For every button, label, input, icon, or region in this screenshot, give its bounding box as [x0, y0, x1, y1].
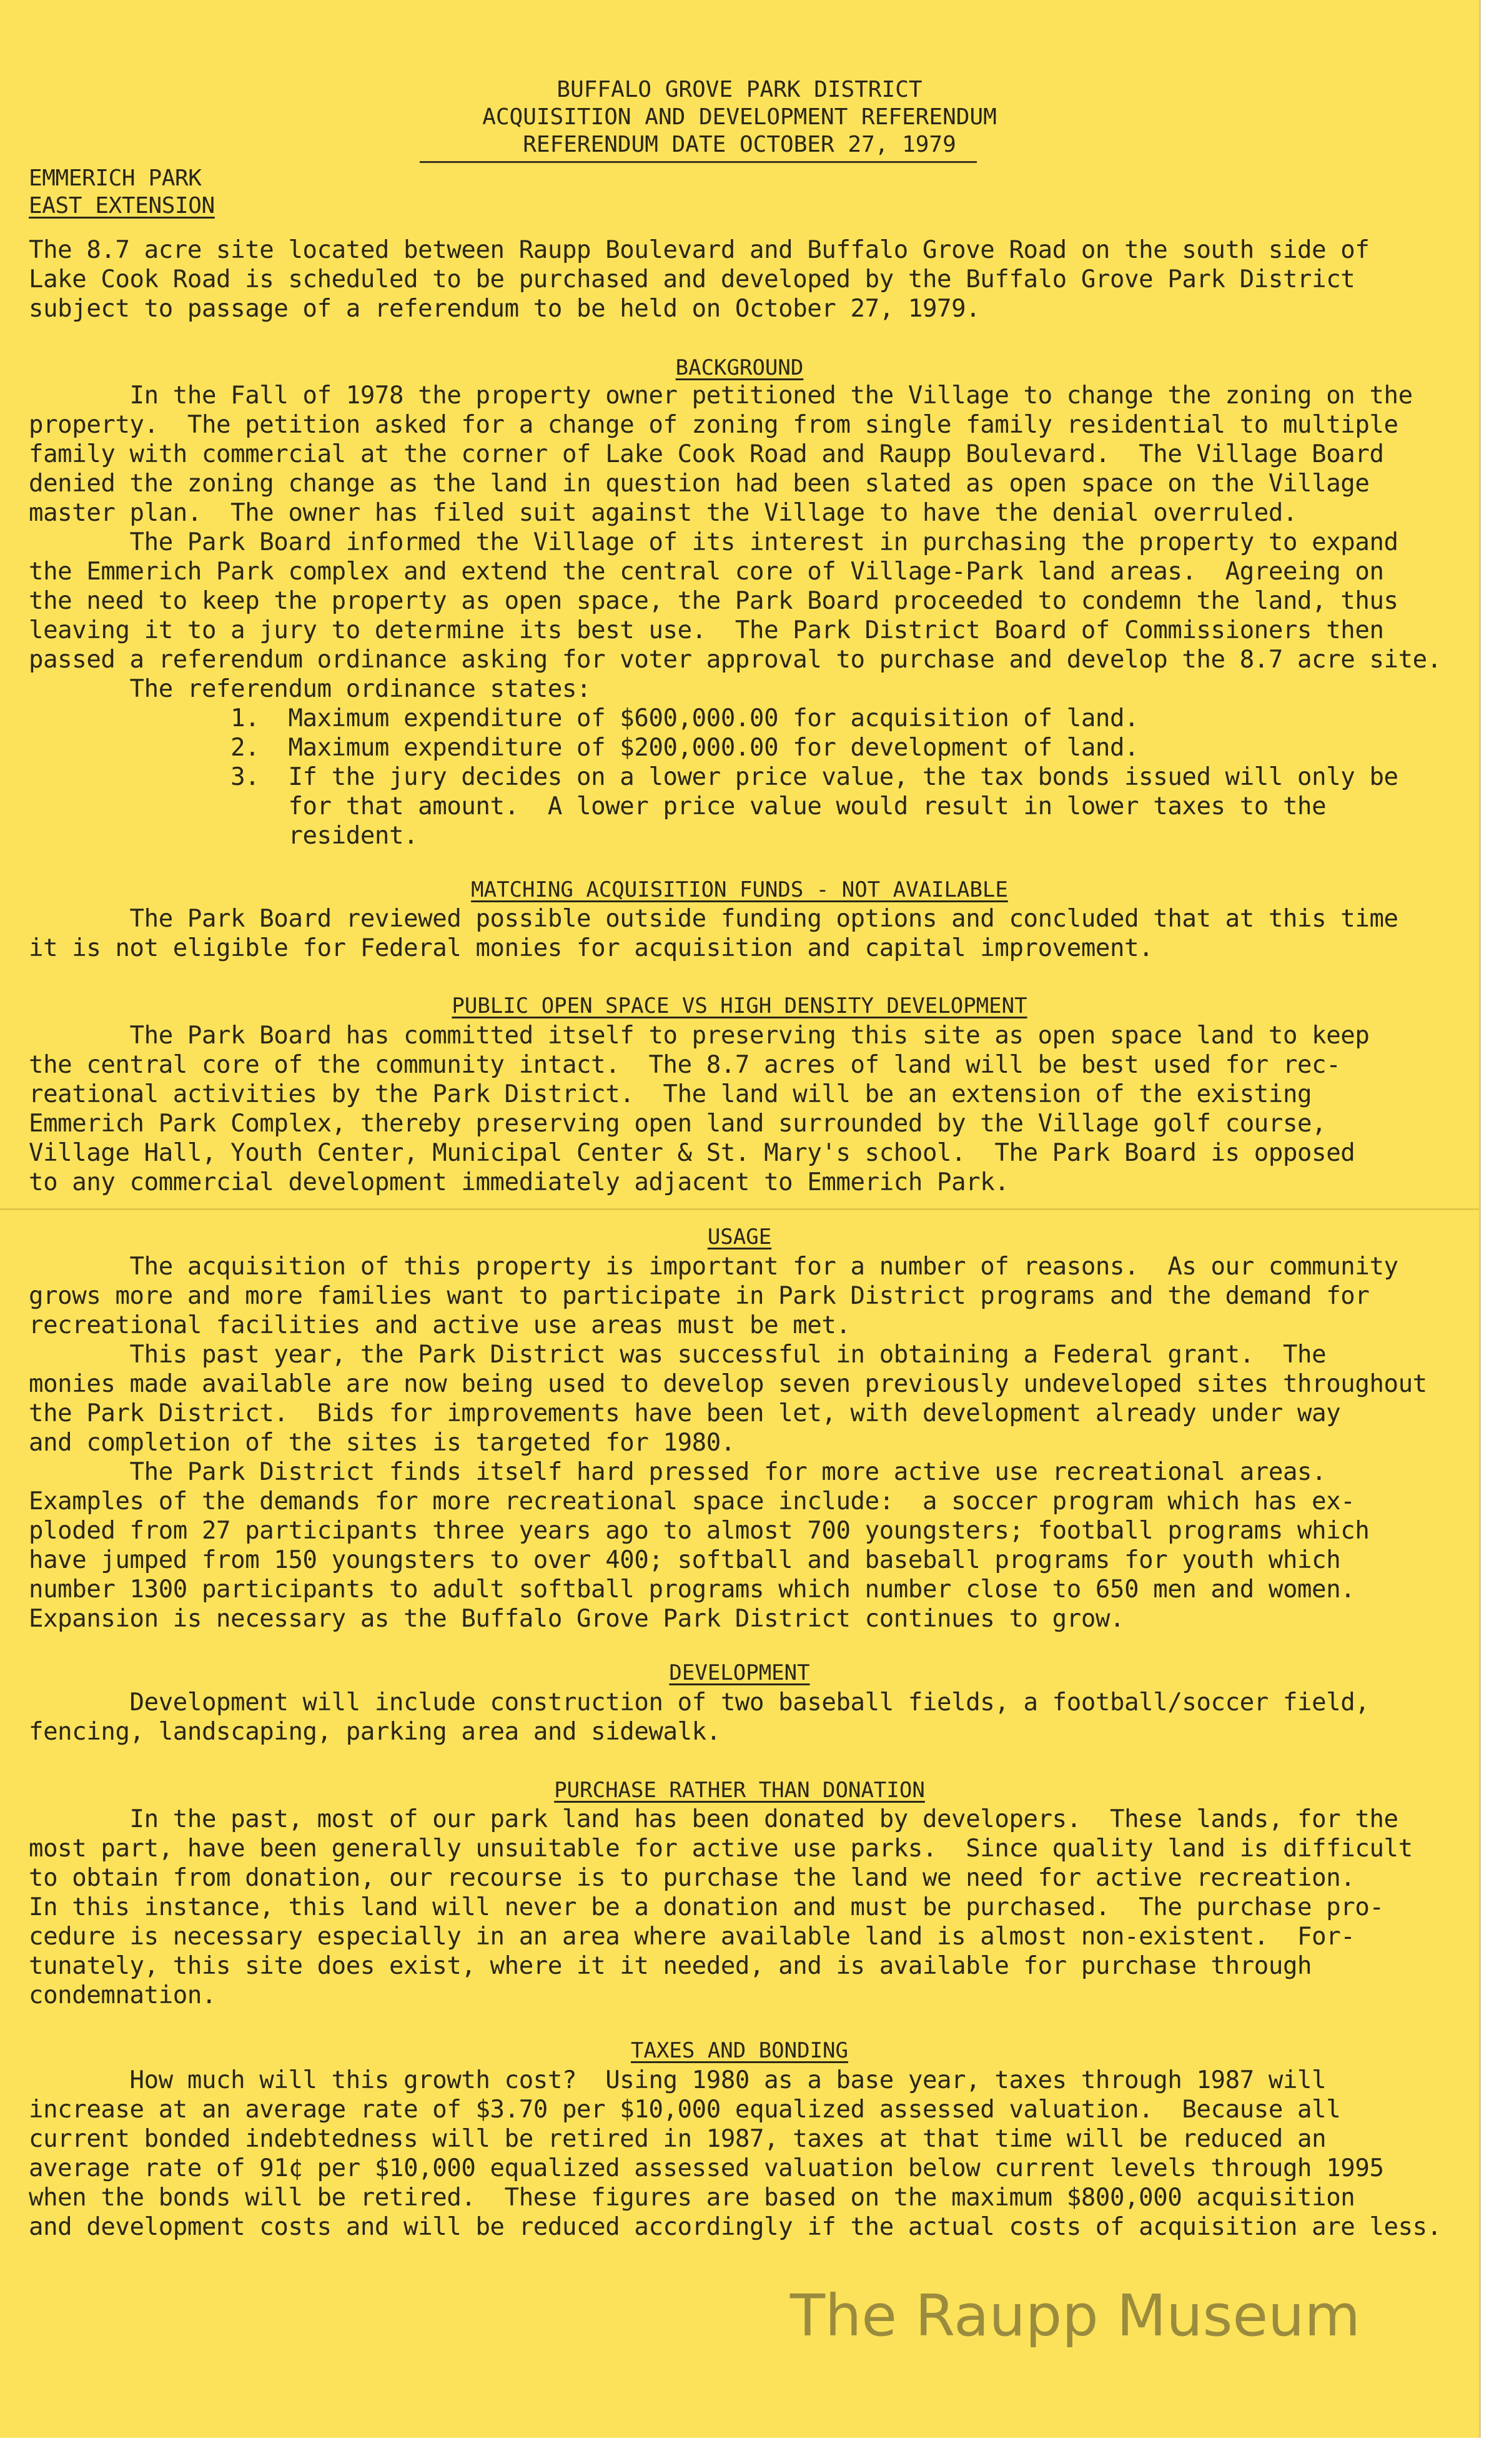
- background-line: master plan. The owner has filed suit against the Village to have the denial overruled.: [29, 499, 1298, 527]
- purchase-line: In this instance, this land will never be a donation and must be purchased. The purchase pro-: [29, 1893, 1384, 1921]
- museum-watermark: The Raupp Museum: [789, 2282, 1360, 2349]
- matching-line: it is not eligible for Federal monies for acquisition and capital improvement.: [29, 934, 1154, 962]
- public-line: to any commercial development immediately adjacent to Emmerich Park.: [29, 1168, 1009, 1196]
- site-subtitle: EAST EXTENSION: [29, 193, 215, 219]
- development-line: fencing, landscaping, parking area and sidewalk.: [29, 1718, 721, 1746]
- usage-line: The acquisition of this property is important for a number of reasons. As our community: [29, 1253, 1398, 1281]
- intro-line: Lake Cook Road is scheduled to be purchased and developed by the Buffalo Grove Park District: [29, 265, 1355, 293]
- purchase-line: tunately, this site does exist, where it it needed, and is available for purchase through: [29, 1952, 1312, 1980]
- background-line: In the Fall of 1978 the property owner petitioned the Village to change the zoning on the: [29, 382, 1413, 410]
- usage-line: recreational facilities and active use areas must be met.: [29, 1311, 851, 1339]
- purchase-line: In the past, most of our park land has been donated by developers. These lands, for the: [29, 1805, 1398, 1833]
- background-line: property. The petition asked for a change of zoning from single family residential to multiple: [29, 411, 1398, 439]
- usage-line: monies made available are now being used to develop seven previously undeveloped sites throughout: [29, 1370, 1427, 1398]
- taxes-line: How much will this growth cost? Using 1980 as a base year, taxes through 1987 will: [29, 2066, 1327, 2094]
- background-line: leaving it to a jury to determine its best use. The Park District Board of Commissioners then: [29, 616, 1384, 644]
- intro-line: The 8.7 acre site located between Raupp Boulevard and Buffalo Grove Road on the south side of: [29, 236, 1370, 264]
- intro-line: subject to passage of a referendum to be held on October 27, 1979.: [29, 295, 981, 323]
- purchase-line: most part, have been generally unsuitable for active use parks. Since quality land is difficult: [29, 1835, 1413, 1863]
- purchase-line: to obtain from donation, our recourse is to purchase the land we need for active recreation.: [29, 1864, 1355, 1892]
- usage-line: grows more and more families want to participate in Park District programs and the demand for: [29, 1282, 1370, 1310]
- usage-line: number 1300 participants to adult softball programs which number close to 650 men and women.: [29, 1575, 1355, 1604]
- background-line: The Park Board informed the Village of its interest in purchasing the property to expand: [29, 528, 1398, 556]
- background-line: the need to keep the property as open space, the Park Board proceeded to condemn the land, thus: [29, 587, 1398, 615]
- background-line: family with commercial at the corner of Lake Cook Road and Raupp Boulevard. The Village Board: [29, 440, 1384, 468]
- usage-line: Examples of the demands for more recreational space include: a soccer program which has ex-: [29, 1487, 1355, 1515]
- section-title-matching-funds: MATCHING ACQUISITION FUNDS - NOT AVAILABLE: [471, 877, 1008, 902]
- background-line: passed a referendum ordinance asking for voter approval to purchase and develop the 8.7 acre site.: [29, 646, 1442, 674]
- public-line: Emmerich Park Complex, thereby preserving open land surrounded by the Village golf course,: [29, 1110, 1327, 1138]
- public-line: the central core of the community intact. The 8.7 acres of land will be best used for rec-: [29, 1051, 1341, 1079]
- section-title-public-open-space: PUBLIC OPEN SPACE VS HIGH DENSITY DEVELOPMENT: [452, 993, 1027, 1018]
- header-referendum: ACQUISITION AND DEVELOPMENT REFERENDUM: [482, 104, 997, 130]
- ordinance-item-3: 3. If the jury decides on a lower price value, the tax bonds issued will only be: [29, 763, 1398, 791]
- header-date: REFERENDUM DATE OCTOBER 27, 1979: [523, 132, 956, 157]
- background-line: the Emmerich Park complex and extend the central core of Village-Park land areas. Agreeing on: [29, 558, 1384, 586]
- background-line: The referendum ordinance states:: [29, 675, 591, 703]
- public-line: Village Hall, Youth Center, Municipal Center & St. Mary's school. The Park Board is opposed: [29, 1139, 1355, 1167]
- taxes-line: current bonded indebtedness will be retired in 1987, taxes at that time will be reduced an: [29, 2125, 1327, 2153]
- taxes-line: when the bonds will be retired. These figures are based on the maximum $800,000 acquisition: [29, 2184, 1355, 2212]
- usage-line: ploded from 27 participants three years ago to almost 700 youngsters; football programs which: [29, 1517, 1370, 1545]
- section-title-purchase: PURCHASE RATHER THAN DONATION: [554, 1778, 925, 1803]
- site-name: EMMERICH PARK: [29, 165, 202, 191]
- background-line: denied the zoning change as the land in question had been slated as open space on the Village: [29, 470, 1370, 498]
- section-title-background: BACKGROUND: [675, 355, 804, 380]
- taxes-line: average rate of 91¢ per $10,000 equalized assessed valuation below current levels through 1995: [29, 2154, 1384, 2182]
- usage-line: and completion of the sites is targeted for 1980.: [29, 1429, 735, 1457]
- ordinance-item-3-cont: for that amount. A lower price value would result in lower taxes to the: [29, 792, 1327, 821]
- development-line: Development will include construction of two baseball fields, a football/soccer field,: [29, 1688, 1370, 1717]
- usage-line: The Park District finds itself hard pressed for more active use recreational areas.: [29, 1458, 1327, 1486]
- header-rule: [420, 161, 977, 163]
- ordinance-item-2: 2. Maximum expenditure of $200,000.00 for development of land.: [29, 734, 1139, 762]
- taxes-line: increase at an average rate of $3.70 per $10,000 equalized assessed valuation. Because all: [29, 2096, 1341, 2124]
- usage-line: the Park District. Bids for improvements have been let, with development already under way: [29, 1399, 1341, 1427]
- taxes-line: and development costs and will be reduced accordingly if the actual costs of acquisition are less.: [29, 2213, 1442, 2241]
- usage-line: Expansion is necessary as the Buffalo Grove Park District continues to grow.: [29, 1605, 1125, 1633]
- ordinance-item-3-cont: resident.: [29, 822, 418, 850]
- public-line: reational activities by the Park District. The land will be an extension of the existing: [29, 1080, 1312, 1108]
- section-title-development: DEVELOPMENT: [669, 1660, 810, 1685]
- usage-line: This past year, the Park District was successful in obtaining a Federal grant. The: [29, 1341, 1327, 1369]
- section-title-taxes: TAXES AND BONDING: [631, 2038, 848, 2063]
- section-title-usage: USAGE: [707, 1225, 772, 1249]
- matching-line: The Park Board reviewed possible outside funding options and concluded that at this time: [29, 905, 1398, 933]
- purchase-line: cedure is necessary especially in an area where available land is almost non-existent. For-: [29, 1923, 1355, 1951]
- ordinance-item-1: 1. Maximum expenditure of $600,000.00 for acquisition of land.: [29, 704, 1139, 732]
- purchase-line: condemnation.: [29, 1981, 217, 2009]
- usage-line: have jumped from 150 youngsters to over 400; softball and baseball programs for youth which: [29, 1546, 1341, 1574]
- public-line: The Park Board has committed itself to preserving this site as open space land to keep: [29, 1022, 1370, 1050]
- header-district: BUFFALO GROVE PARK DISTRICT: [557, 77, 923, 102]
